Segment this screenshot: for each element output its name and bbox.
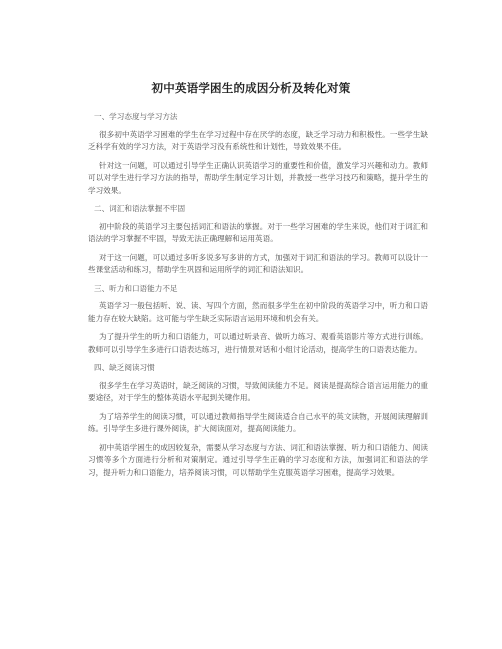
document-body: [88, 105, 428, 485]
paragraph: 为了培养学生的阅读习惯，可以通过教师指导学生阅读适合自己水平的英文读物，开展阅读理解训练。引导学生多进行课外阅读，扩大阅读面对，提高阅读能力。: [88, 411, 428, 433]
page-title: 初中英语学困生的成因分析及转化对策: [151, 81, 351, 95]
paragraph: 针对这一问题，可以通过引导学生正确认识英语学习的重要性和价值，激发学习兴趣和动力。教师可以对学生进行学习方法的指导，帮助学生制定学习计划，并教授一些学习技巧和策略，提升学生的学习效果。: [88, 160, 428, 195]
section-heading: 一、学习态度与学习方法: [94, 112, 178, 121]
section-attitude-method: [88, 111, 428, 197]
paragraph: 很多初中英语学习困难的学生在学习过程中存在厌学的态度，缺乏学习动力和积极性。一些学生缺乏科学有效的学习方法，对于英语学习没有系统性和计划性，导致效果不佳。: [88, 129, 428, 151]
section-reading-habits: [88, 362, 428, 479]
paragraph: 为了提升学生的听力和口语能力，可以通过听录音、做听力练习、观看英语影片等方式进行训练。教师可以引导学生多进行口语表达练习，进行情景对话和小组讨论活动，提高学生的口语表达能力。: [88, 332, 428, 354]
paragraph: 英语学习一般包括听、说、读、写四个方面，然而很多学生在初中阶段的英语学习中，听力和口语能力存在较大缺陷。这可能与学生缺乏实际语言运用环境和机会有关。: [88, 301, 428, 323]
section-heading: 四、缺乏阅读习惯: [94, 363, 155, 372]
paragraph: 很多学生在学习英语时，缺乏阅读的习惯，导致阅读能力不足。阅读是提高综合语言运用能力的重要途径，对于学生的整体英语水平起到关键作用。: [88, 380, 428, 402]
section-vocab-grammar: [88, 203, 428, 277]
section-heading: 二、词汇和语法掌握不牢固: [94, 204, 186, 213]
section-heading: 三、听力和口语能力不足: [94, 283, 178, 293]
conclusion-paragraph: 初中英语学困生的成因较复杂，需要从学习态度与方法、词汇和语法掌握、听力和口语能力、阅读习惯等多个方面进行分析和对策制定。通过引导学生正确的学习态度和方法，加强词汇和语法的学习，提升听力和口语能力，培养阅读习惯，可以帮助学生克服英语学习困难，提高学习效果。: [88, 442, 428, 477]
section-listening-speaking: [88, 283, 428, 357]
paragraph: 初中阶段的英语学习主要包括词汇和语法的掌握。对于一些学习困难的学生来说，他们对于词汇和语法的学习掌握不牢固，导致无法正确理解和运用英语。: [88, 221, 428, 243]
paragraph: 对于这一问题，可以通过多听多说多写多讲的方式，加强对于词汇和语法的学习。教师可以设计一些课堂活动和练习，帮助学生巩固和运用所学的词汇和语法知识。: [88, 252, 428, 274]
